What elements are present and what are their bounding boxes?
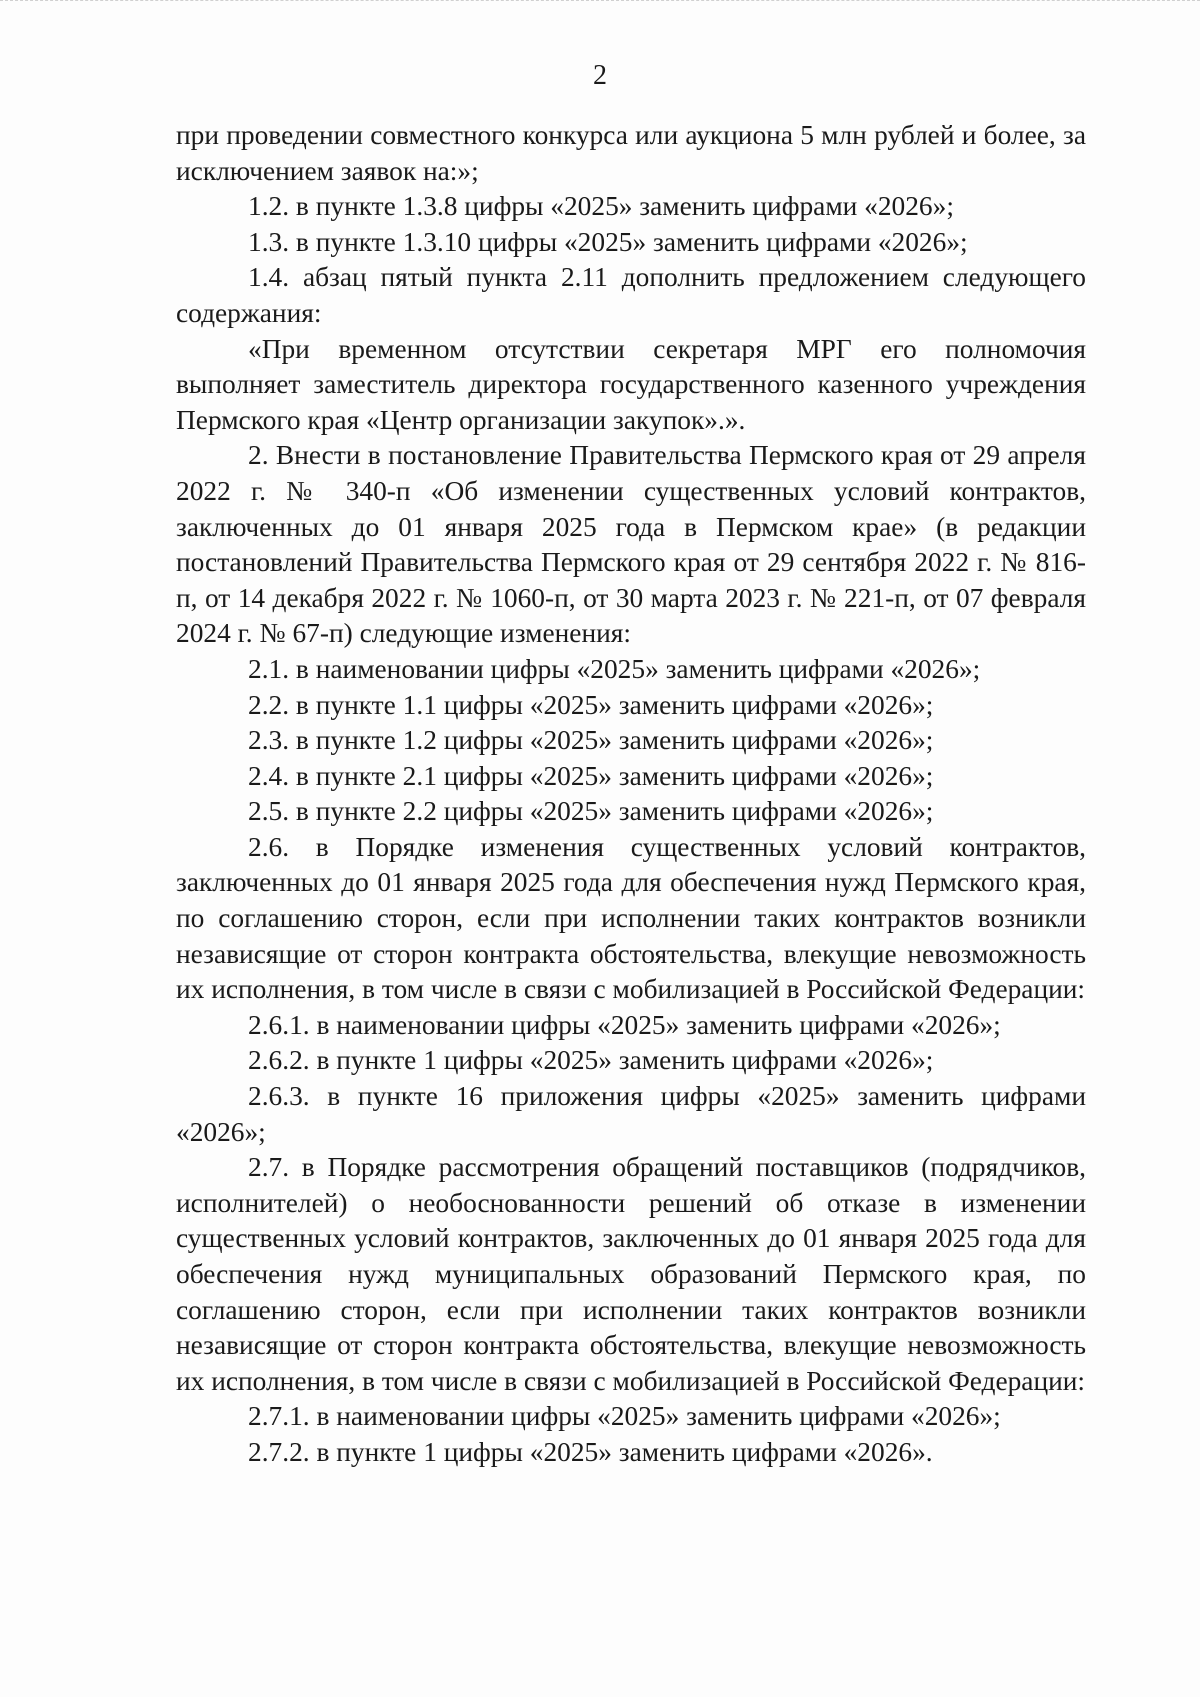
paragraph: 2.2. в пункте 1.1 цифры «2025» заменить цифрами «2026»; [248, 689, 934, 720]
paragraph: 1.3. в пункте 1.3.10 цифры «2025» заменить цифрами «2026»; [248, 226, 968, 257]
paragraph: 2.1. в наименовании цифры «2025» заменить цифрами «2026»; [248, 653, 981, 684]
paragraph: 2.3. в пункте 1.2 цифры «2025» заменить цифрами «2026»; [248, 725, 934, 756]
paragraph: 2.5. в пункте 2.2 цифры «2025» заменить цифрами «2026»; [248, 796, 934, 827]
page-number: 2 [593, 60, 607, 91]
paragraph: 2.7.2. в пункте 1 цифры «2025» заменить цифрами «2026». [248, 1436, 933, 1467]
scan-top-edge [0, 0, 1200, 3]
paragraph: 2.4. в пункте 2.1 цифры «2025» заменить цифрами «2026»; [248, 760, 934, 791]
paragraph: 2.6. в Порядке изменения существенных условий контрактов, заключенных до 01 января 2025 года для обеспечения нужд Пермского края, по соглашению сторон, если при исполнении таких контрактов возникли независящие от сторон контракта обстоятельства, влекущие невозможность их исполнения, в том числе в связи с мобилизацией в Российской Федерации: [176, 831, 1086, 1005]
paragraph: 2.7. в Порядке рассмотрения обращений поставщиков (подрядчиков, исполнителей) о необоснованности решений об отказе в изменении существенных условий контрактов, заключенных до 01 января 2025 года для обеспечения нужд муниципальных образований Пермского края, по соглашению сторон, если при исполнении таких контрактов возникли независящие от сторон контракта обстоятельства, влекущие невозможность их исполнения, в том числе в связи с мобилизацией в Российской Федерации: [176, 1152, 1086, 1396]
paragraph: 1.2. в пункте 1.3.8 цифры «2025» заменить цифрами «2026»; [248, 191, 954, 222]
paragraph: при проведении совместного конкурса или аукциона 5 млн рублей и более, за исключением заявок на:»; [176, 120, 1086, 186]
paragraph: 2.6.1. в наименовании цифры «2025» заменить цифрами «2026»; [248, 1009, 1001, 1040]
paragraph: 2.7.1. в наименовании цифры «2025» заменить цифрами «2026»; [248, 1401, 1001, 1432]
document-body [176, 118, 1086, 1471]
paragraph: 2.6.3. в пункте 16 приложения цифры «2025» заменить цифрами «2026»; [176, 1081, 1086, 1147]
paragraph: «При временном отсутствии секретаря МРГ его полномочия выполняет заместитель директора государственного казенного учреждения Пермского края «Центр организации закупок».». [176, 333, 1086, 435]
paragraph: 2.6.2. в пункте 1 цифры «2025» заменить цифрами «2026»; [248, 1045, 934, 1076]
paragraph: 1.4. абзац пятый пункта 2.11 дополнить предложением следующего содержания: [176, 262, 1086, 328]
paragraph: 2. Внести в постановление Правительства Пермского края от 29 апреля 2022 г. № 340-п «Об изменении существенных условий контрактов, заключенных до 01 января 2025 года в Пермском крае» (в редакции постановлений Правительства Пермского края от 29 сентября 2022 г. № 816-п, от 14 декабря 2022 г. № 1060-п, от 30 марта 2023 г. № 221-п, от 07 февраля 2024 г. № 67-п) следующие изменения: [176, 440, 1086, 649]
